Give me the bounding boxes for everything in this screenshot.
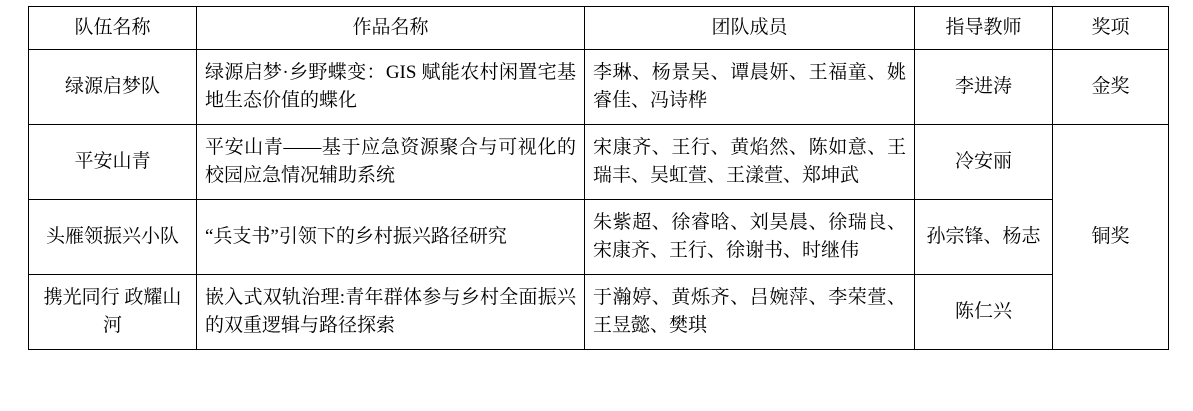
cell-team: 绿源启梦队 (29, 50, 197, 125)
cell-members: 宋康齐、王行、黄焰然、陈如意、王瑞丰、吴虹萱、王漾萱、郑坤武 (585, 125, 915, 200)
cell-work: 平安山青——基于应急资源聚合与可视化的校园应急情况辅助系统 (197, 125, 585, 200)
cell-teacher: 李进涛 (915, 50, 1053, 125)
cell-members: 于瀚婷、黄烁齐、吕婉萍、李荣萱、王昱懿、樊琪 (585, 275, 915, 350)
column-header-team: 队伍名称 (29, 7, 197, 50)
cell-teacher: 孙宗锋、杨志 (915, 200, 1053, 275)
column-header-work: 作品名称 (197, 7, 585, 50)
column-header-award: 奖项 (1053, 7, 1169, 50)
table-row (29, 275, 1169, 350)
award-table (28, 6, 1169, 350)
cell-team: 头雁领振兴小队 (29, 200, 197, 275)
column-header-teacher: 指导教师 (915, 7, 1053, 50)
table-row (29, 125, 1169, 200)
cell-teacher: 陈仁兴 (915, 275, 1053, 350)
cell-teacher: 冷安丽 (915, 125, 1053, 200)
cell-award: 金奖 (1053, 50, 1169, 125)
table-row (29, 200, 1169, 275)
cell-work: 嵌入式双轨治理:青年群体参与乡村全面振兴的双重逻辑与路径探索 (197, 275, 585, 350)
column-header-members: 团队成员 (585, 7, 915, 50)
table-row (29, 50, 1169, 125)
table-header-row (29, 7, 1169, 50)
cell-work: 绿源启梦·乡野蝶变：GIS 赋能农村闲置宅基地生态价值的蝶化 (197, 50, 585, 125)
cell-members: 朱紫超、徐睿晗、刘昊晨、徐瑞良、宋康齐、王行、徐谢书、时继伟 (585, 200, 915, 275)
cell-award: 铜奖 (1053, 125, 1169, 350)
cell-work: “兵支书”引领下的乡村振兴路径研究 (197, 200, 585, 275)
table-header (29, 7, 1169, 50)
cell-team: 携光同行 政耀山河 (29, 275, 197, 350)
cell-team: 平安山青 (29, 125, 197, 200)
cell-members: 李琳、杨景吴、谭晨妍、王福童、姚睿佳、冯诗桦 (585, 50, 915, 125)
table-body (29, 50, 1169, 350)
